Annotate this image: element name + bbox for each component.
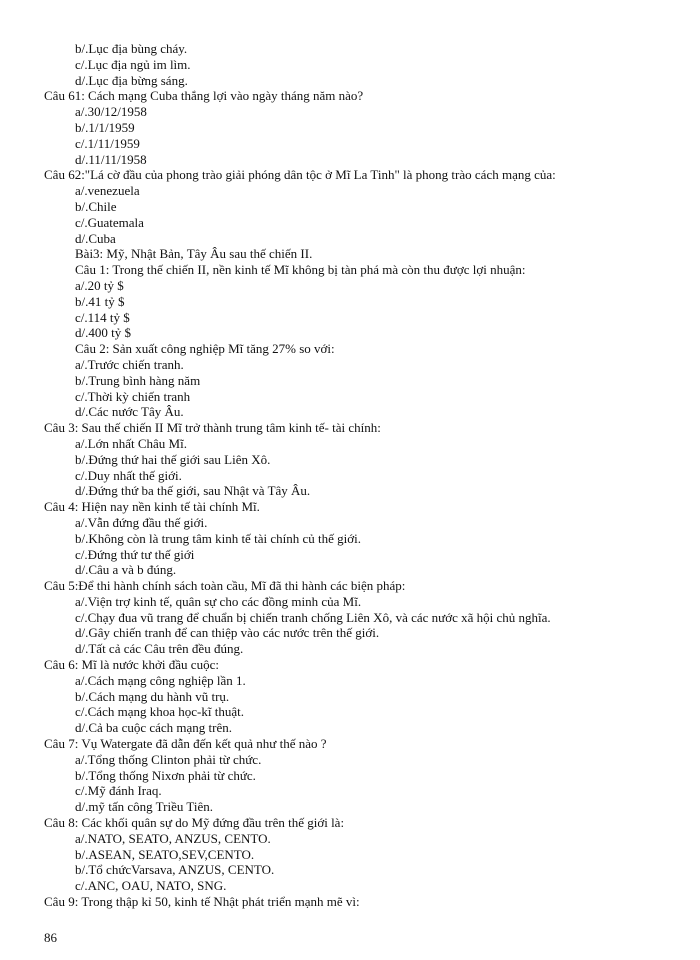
answer-option: b/.Lục địa bùng cháy. [75, 41, 188, 56]
answer-option: d/.Tất cả các Câu trên đều đúng. [75, 641, 244, 657]
answer-option: c/.1/11/1959 [75, 135, 140, 151]
answer-option: a/.Lớn nhất Châu Mĩ. [75, 435, 187, 451]
answer-option: a/.Cách mạng công nghiệp lần 1. [75, 672, 246, 688]
answer-option: c/.Lục địa ngủ im lìm. [75, 56, 191, 72]
answer-option: d/.Cả ba cuộc cách mạng trên. [75, 720, 233, 736]
section-line: Câu 2: Sản xuất công nghiệp Mĩ tăng 27% so với: [75, 341, 335, 357]
answer-option: c/.Mỹ đánh Iraq. [75, 783, 162, 799]
answer-option: d/.400 tỷ $ [75, 325, 131, 341]
answer-option: a/.NATO, SEATO, ANZUS, CENTO. [75, 830, 271, 846]
answer-option: a/.venezuela [75, 183, 140, 199]
answer-option: b/.Tổ chứcVarsava, ANZUS, CENTO. [75, 862, 275, 878]
answer-option: c/.Đứng thứ tư thế giới [75, 546, 195, 562]
answer-option: a/.30/12/1958 [75, 104, 147, 120]
answer-option: b/.Tổng thống Nixơn phải từ chức. [75, 767, 256, 783]
answer-option: b/.41 tỷ $ [75, 293, 125, 309]
answer-option: d/.Lục địa bừng sáng. [75, 72, 188, 88]
answer-option: b/.Không còn là trung tâm kinh tế tài chính củ thế giới. [75, 530, 361, 546]
answer-option: d/.Đứng thứ ba thế giới, sau Nhật và Tây Âu. [75, 483, 311, 499]
answer-option: c/.Cách mạng khoa học-kĩ thuật. [75, 704, 244, 720]
section-line: Câu 1: Trong thế chiến II, nền kinh tế Mĩ không bị tàn phá mà còn thu được lợi nhuận: [75, 262, 526, 278]
answer-option: d/.Gây chiến tranh để can thiệp vào các nước trên thế giới. [75, 625, 380, 641]
answer-option: a/.20 tỷ $ [75, 277, 124, 293]
answer-option: b/.ASEAN, SEATO,SEV,CENTO. [75, 846, 255, 862]
answer-option: b/.Trung bình hàng năm [75, 372, 201, 388]
answer-option: d/.mỹ tấn công Triều Tiên. [75, 799, 213, 815]
answer-option: c/.Thời kỳ chiến tranh [75, 388, 191, 404]
answer-option: c/.ANC, OAU, NATO, SNG. [75, 878, 227, 894]
answer-option: c/.114 tỷ $ [75, 309, 130, 325]
question-line: Câu 6: Mĩ là nước khởi đầu cuộc: [44, 657, 219, 673]
answer-option: b/.Cách mạng du hành vũ trụ. [75, 688, 230, 704]
answer-option: a/.Trước chiến tranh. [75, 356, 184, 372]
question-line: Câu 9: Trong thập kỉ 50, kinh tế Nhật phát triển mạnh mẽ vì: [44, 894, 360, 910]
answer-option: a/.Tổng thống Clinton phải từ chức. [75, 751, 262, 767]
answer-option: b/.Chile [75, 198, 117, 214]
answer-option: d/.Các nước Tây Âu. [75, 404, 184, 420]
answer-option: b/.1/1/1959 [75, 119, 135, 135]
section-line: Bài3: Mỹ, Nhật Bản, Tây Âu sau thế chiến II. [75, 246, 313, 262]
answer-option: d/.11/11/1958 [75, 151, 147, 167]
question-line: Câu 62:"Lá cờ đầu của phong trào giải phóng dân tộc ở Mĩ La Tinh" là phong trào cách mạng của: [44, 167, 556, 183]
answer-option: c/.Guatemala [75, 214, 144, 230]
document-content [44, 41, 684, 910]
question-line: Câu 4: Hiện nay nền kinh tế tài chính Mĩ. [44, 499, 260, 515]
answer-option: c/.Chạy đua vũ trang để chuẩn bị chiến tranh chống Liên Xô, và các nước xã hội chủ nghĩa. [75, 609, 551, 625]
answer-option: c/.Duy nhất thế giới. [75, 467, 182, 483]
answer-option: a/.Vẫn đứng đầu thế giới. [75, 514, 208, 530]
question-line: Câu 5:Để thi hành chính sách toàn cầu, Mĩ đã thi hành các biện pháp: [44, 578, 406, 594]
answer-option: d/.Cuba [75, 230, 116, 246]
question-line: Câu 8: Các khối quân sự do Mỹ đứng đầu trên thế giới là: [44, 815, 345, 831]
page-number: 86 [44, 930, 57, 945]
answer-option: d/.Câu a và b đúng. [75, 562, 177, 578]
answer-option: b/.Đứng thứ hai thế giới sau Liên Xô. [75, 451, 271, 467]
question-line: Câu 3: Sau thế chiến II Mĩ trở thành trung tâm kinh tế- tài chính: [44, 420, 381, 436]
answer-option: a/.Viện trợ kinh tế, quân sự cho các đồng minh của Mĩ. [75, 593, 362, 609]
question-line: Câu 7: Vụ Watergate đã dẫn đến kết quả như thế nào ? [44, 736, 327, 752]
question-line: Câu 61: Cách mạng Cuba thắng lợi vào ngày tháng năm nào? [44, 88, 364, 104]
